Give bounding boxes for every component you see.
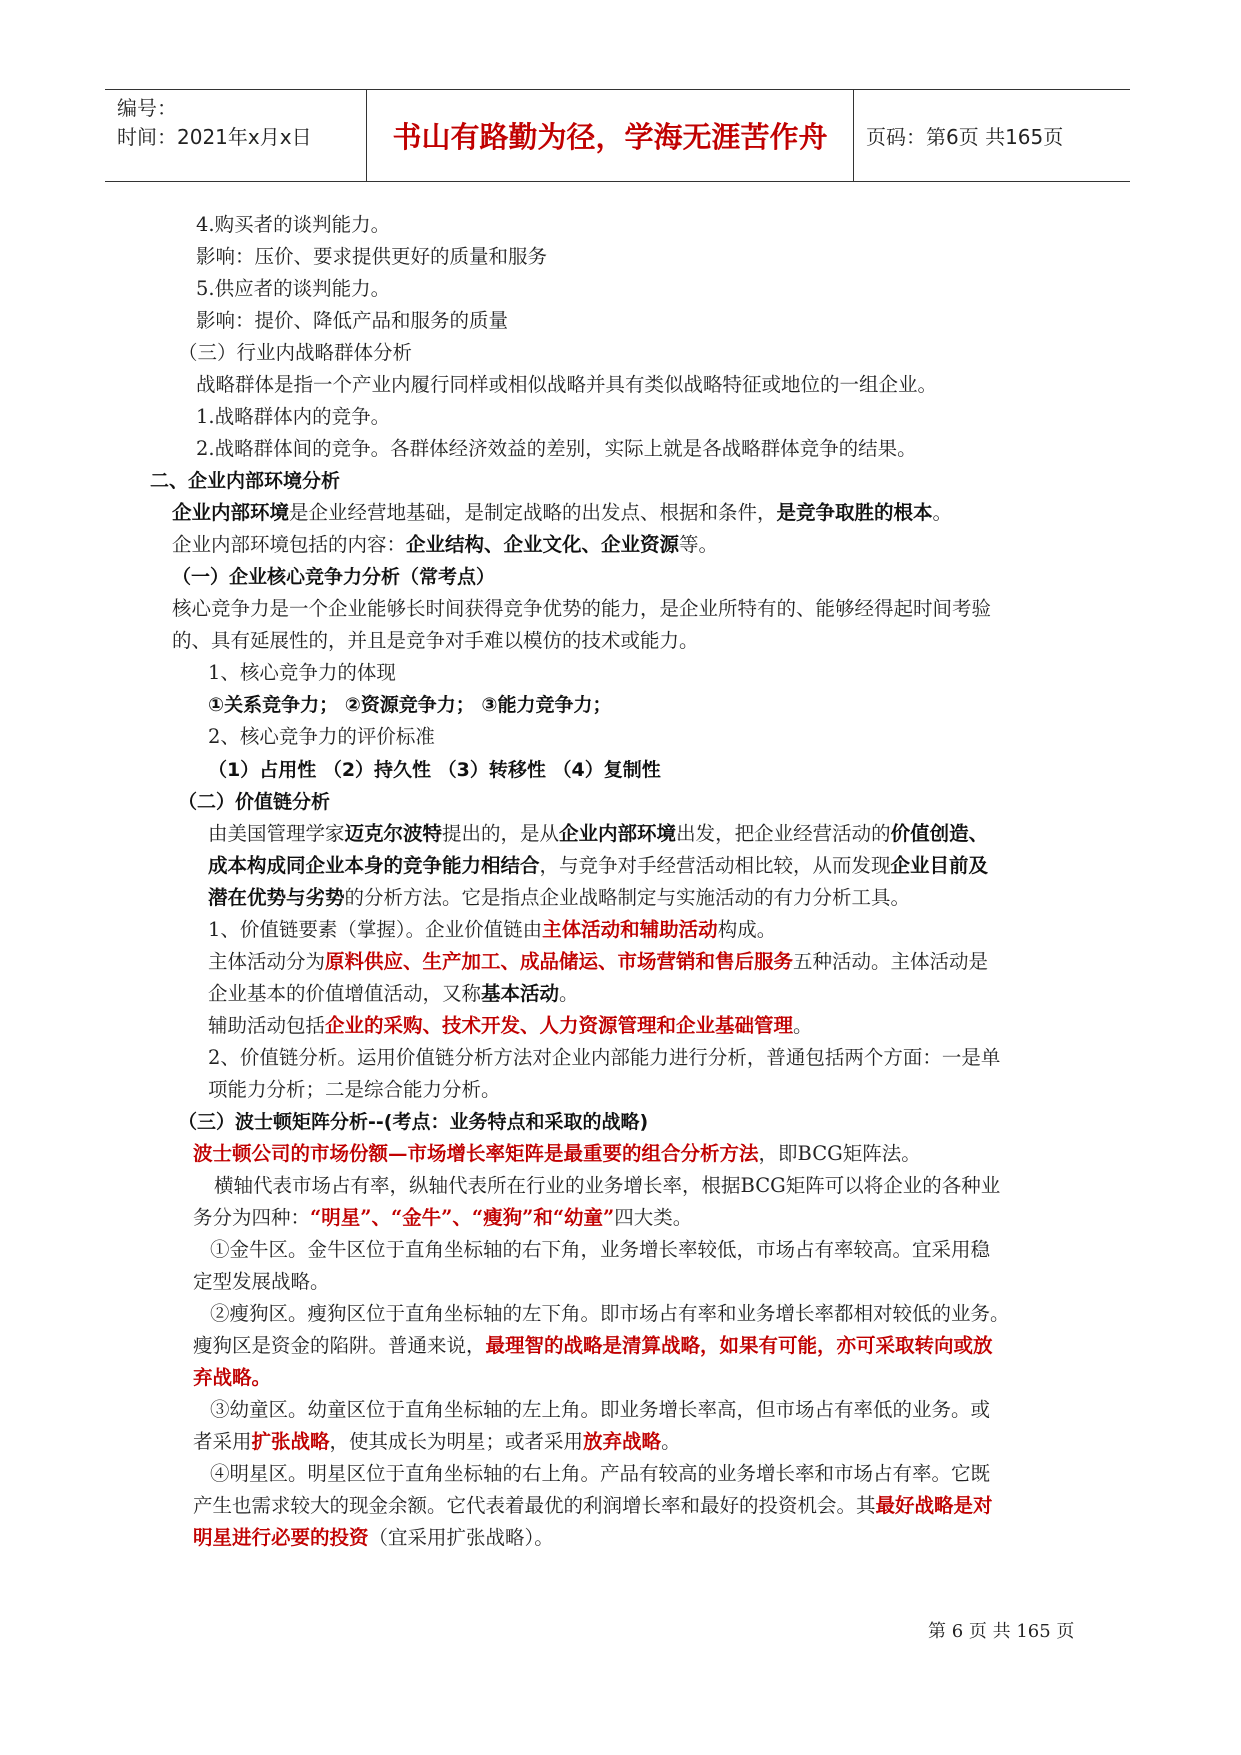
text-segment: 潜在优势与劣势 [208, 886, 345, 909]
text-segment: 产生也需求较大的现金余额。它代表着最优的利润增长率和最好的投资机会。其 [193, 1494, 876, 1517]
text-segment: （1）占用性 （2）持久性 （3）转移性 （4）复制性 [208, 759, 661, 781]
text-line [193, 1491, 993, 1521]
text-segment: 项能力分析；二是综合能力分析。 [208, 1078, 501, 1101]
text-segment: 四大类。 [614, 1206, 693, 1229]
text-segment: 。 [932, 501, 953, 524]
text-segment: 价值创造、 [890, 822, 989, 845]
text-segment: 核心竞争力是一个企业能够长时间获得竞争优势的能力，是企业所特有的、能够经得起时间考验 [172, 597, 992, 620]
text-segment: 影响：提价、降低产品和服务的质量 [196, 309, 509, 332]
text-line [208, 658, 396, 688]
text-segment: 5.供应者的谈判能力。 [196, 277, 391, 300]
text-line [208, 1043, 1000, 1073]
text-segment: 扩张战略 [251, 1430, 330, 1453]
text-line [208, 915, 776, 945]
text-segment: 。 [793, 1014, 813, 1037]
text-line [196, 434, 917, 464]
text-segment: 由美国管理学家 [208, 822, 345, 845]
text-segment: （三）行业内战略群体分析 [178, 341, 413, 364]
text-line [208, 851, 988, 881]
page-footer: 第 6 页 共 165 页 [928, 1621, 1075, 1642]
text-line [196, 402, 390, 432]
text-line [193, 1363, 271, 1393]
text-segment: 出发，把企业经营活动的 [676, 822, 891, 845]
text-segment: 最理智的战略是清算战略，如果有可能，亦可采取转向或放 [485, 1334, 993, 1357]
text-line [172, 562, 495, 592]
text-line [172, 594, 991, 624]
text-segment: 2、价值链分析。运用价值链分析方法对企业内部能力进行分析，普通包括两个方面：一是单 [208, 1046, 1001, 1069]
text-segment: 企业基本的价值增值活动，又称 [208, 982, 482, 1005]
text-line [210, 1459, 990, 1489]
text-segment: 企业结构、企业文化、企业资源 [406, 533, 680, 556]
text-line [208, 690, 612, 720]
text-segment: 成本构成同企业本身的竞争能力相结合 [208, 854, 540, 877]
header-motto: 书山有路勤为径，学海无涯苦作舟 [367, 90, 854, 181]
text-line [178, 338, 412, 368]
text-segment: “明星”、“金牛”、“瘦狗”和“幼童” [310, 1206, 615, 1229]
text-segment: 最好战略是对 [875, 1494, 993, 1517]
text-segment: （宜采用扩张战略）。 [368, 1526, 554, 1549]
text-line [172, 498, 952, 528]
text-line [208, 755, 661, 785]
text-segment: 构成。 [717, 918, 777, 941]
text-line [214, 1171, 1000, 1201]
text-segment: 务分为四种： [193, 1206, 311, 1229]
text-line [193, 1139, 921, 1169]
text-line [172, 530, 718, 560]
text-segment: 1、价值链要素（掌握）。企业价值链由 [208, 918, 543, 941]
text-segment: 1.战略群体内的竞争。 [196, 405, 391, 428]
text-segment: 主体活动分为 [208, 950, 326, 973]
text-line [193, 1427, 681, 1457]
text-segment: 定型发展战略。 [193, 1270, 330, 1293]
text-line [208, 722, 435, 752]
text-segment: 企业内部环境 [559, 822, 677, 845]
text-line [196, 242, 547, 272]
text-segment: 。 [559, 982, 579, 1005]
text-segment: 提出的，是从 [442, 822, 560, 845]
text-line [150, 466, 340, 496]
text-line [196, 306, 508, 336]
text-segment: 弃战略。 [193, 1366, 272, 1389]
text-segment: 辅助活动包括 [208, 1014, 326, 1037]
document-number-label: 编号： [117, 96, 177, 120]
text-segment: 是竞争取胜的根本 [776, 501, 933, 524]
text-segment: 瘦狗区是资金的陷阱。普通来说， [193, 1334, 486, 1357]
text-line [193, 1331, 993, 1361]
text-segment: （二）价值链分析 [178, 791, 331, 813]
text-line [193, 1267, 330, 1297]
text-segment: 是企业经营地基础，是制定战略的出发点、根据和条件， [289, 501, 777, 524]
text-line [210, 1395, 990, 1425]
text-segment: ③幼童区。幼童区位于直角坐标轴的左上角。即业务增长率高，但市场占有率低的业务。或 [210, 1398, 991, 1421]
text-line [208, 947, 988, 977]
text-line [196, 274, 390, 304]
text-segment: 2、核心竞争力的评价标准 [208, 725, 435, 748]
text-line [196, 370, 937, 400]
text-segment: 的、具有延展性的，并且是竞争对手难以模仿的技术或能力。 [172, 629, 699, 652]
text-segment: 波士顿公司的市场份额—市场增长率矩阵是最重要的组合分析方法 [193, 1142, 759, 1165]
text-segment: ①关系竞争力； ②资源竞争力； ③能力竞争力； [208, 694, 612, 716]
text-segment: ，与竞争对手经营活动相比较，从而发现 [539, 854, 891, 877]
text-segment: 企业的采购、技术开发、人力资源管理和企业基础管理 [325, 1014, 794, 1037]
text-segment: ①金牛区。金牛区位于直角坐标轴的右下角，业务增长率较低，市场占有率较高。宜采用稳 [210, 1238, 991, 1261]
text-segment: 迈克尔波特 [344, 822, 443, 845]
document-time-label: 时间：2021年x月x日 [117, 125, 312, 149]
text-line [210, 1235, 990, 1265]
text-segment: 主体活动和辅助活动 [542, 918, 718, 941]
text-segment: 基本活动 [481, 982, 560, 1005]
text-line [196, 210, 390, 240]
text-segment: 企业目前及 [890, 854, 989, 877]
text-segment: （一）企业核心竞争力分析（常考点） [172, 566, 496, 588]
header-page-label: 页码：第6页 共165页 [866, 125, 1064, 149]
page-header [105, 89, 1130, 182]
text-segment: 横轴代表市场占有率，纵轴代表所在行业的业务增长率，根据BCG矩阵可以将企业的各种业 [214, 1174, 1001, 1197]
text-line [208, 819, 988, 849]
text-line [208, 979, 579, 1009]
text-segment: 企业内部环境 [172, 501, 290, 524]
text-segment: ，即BCG矩阵法。 [758, 1142, 921, 1165]
text-segment: 。 [661, 1430, 681, 1453]
text-segment: 五种活动。主体活动是 [793, 950, 989, 973]
text-segment: 二、企业内部环境分析 [150, 470, 341, 492]
text-line [178, 787, 330, 817]
text-line [193, 1523, 554, 1553]
text-line [193, 1203, 692, 1233]
text-segment: 1、核心竞争力的体现 [208, 661, 396, 684]
text-segment: ②瘦狗区。瘦狗区位于直角坐标轴的左下角。即市场占有率和业务增长率都相对较低的业务。 [210, 1302, 1010, 1325]
text-segment: 战略群体是指一个产业内履行同样或相似战略并具有类似战略特征或地位的一组企业。 [196, 373, 938, 396]
text-segment: 企业内部环境包括的内容： [172, 533, 407, 556]
text-line [210, 1299, 1010, 1329]
text-segment: 影响：压价、要求提供更好的质量和服务 [196, 245, 548, 268]
header-meta [105, 90, 367, 181]
text-segment: 4.购买者的谈判能力。 [196, 213, 391, 236]
text-line [208, 1075, 501, 1105]
text-line [172, 626, 699, 656]
text-segment: 等。 [679, 533, 719, 556]
text-segment: 的分析方法。它是指点企业战略制定与实施活动的有力分析工具。 [344, 886, 911, 909]
text-line [208, 1011, 813, 1041]
text-segment: 2.战略群体间的竞争。各群体经济效益的差别，实际上就是各战略群体竞争的结果。 [196, 437, 917, 460]
text-segment: 者采用 [193, 1430, 252, 1453]
text-segment: 明星进行必要的投资 [193, 1526, 369, 1549]
text-segment: ④明星区。明星区位于直角坐标轴的右上角。产品有较高的业务增长率和市场占有率。它既 [210, 1462, 991, 1485]
text-segment: ，使其成长为明星；或者采用 [329, 1430, 584, 1453]
text-segment: （三）波士顿矩阵分析--(考点：业务特点和采取的战略) [178, 1111, 649, 1133]
text-line [208, 883, 910, 913]
text-segment: 放弃战略 [583, 1430, 662, 1453]
text-line [178, 1107, 648, 1137]
text-segment: 原料供应、生产加工、成品储运、市场营销和售后服务 [325, 950, 794, 973]
